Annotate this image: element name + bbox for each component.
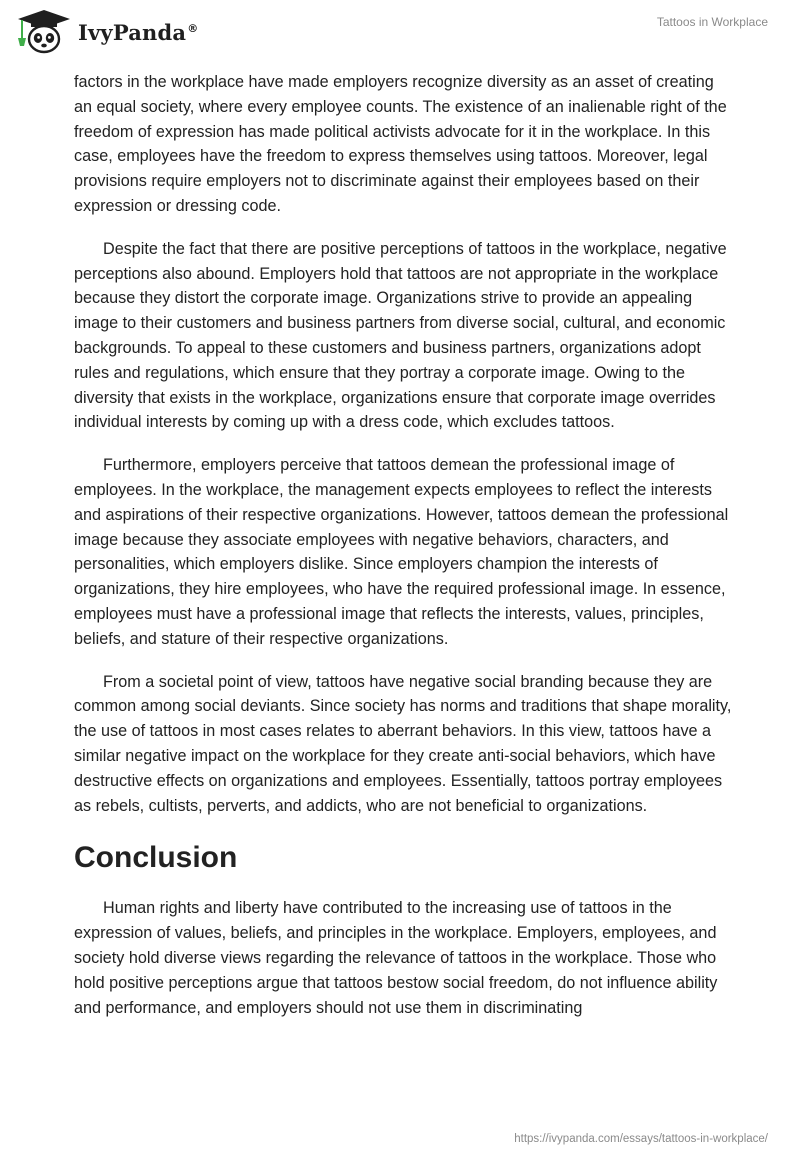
document-title: Tattoos in Workplace (656, 15, 768, 29)
panda-graduate-icon (14, 8, 74, 56)
paragraph: factors in the workplace have made employers recognize diversity as an asset of creating an equal society, where every employee counts. The existence of an inalienable right of the freedom of expression has made political activists advocate for it in the workplace. In this case, employees have the freedom to express themselves using tattoos. Moreover, legal provisions require employers not to discriminate against their employees based on their expression or dressing code. (74, 73, 727, 215)
source-url[interactable]: https://ivypanda.com/essays/tattoos-in-workplace/ (514, 1133, 768, 1145)
page-header (0, 0, 800, 60)
paragraph: Furthermore, employers perceive that tattoos demean the professional image of employees. In the workplace, the management expects employees to reflect the interests and aspirations of their respective organizations. However, tattoos demean the professional image because they associate employees with negative behaviors, characters, and personalities, which employers dislike. Since employers champion the interests of organizations, they hire employees, who have the required professional image. In essence, employees must have a professional image that reflects the interests, values, principles, beliefs, and stature of their respective organizations. (74, 456, 729, 648)
logo-wordmark: IvyPanda® (78, 19, 199, 45)
section-heading: Conclusion (74, 841, 238, 875)
ivypanda-logo[interactable] (14, 8, 198, 56)
paragraph: Human rights and liberty have contributed to the increasing use of tattoos in the expression of values, beliefs, and principles in the workplace. Employers, employees, and society hold diverse views regarding the relevance of tattoos in the workplace. Those who hold positive perceptions argue that tattoos bestow social freedom, do not influence ability and performance, and employers should not use them in discriminating (74, 899, 718, 1017)
paragraph: Despite the fact that there are positive perceptions of tattoos in the workplace, negative perceptions also abound. Employers hold that tattoos are not appropriate in the workplace because they distort the corporate image. Organizations strive to provide an appealing image to their customers and business partners from diverse social, cultural, and economic backgrounds. To appeal to these customers and business partners, organizations adopt rules and regulations, which ensure that they portray a corporate image. Owing to the diversity that exists in the workplace, organizations ensure that corporate image overrides individual interests by coming up with a dress code, which excludes tattoos. (74, 239, 727, 432)
essay-body (74, 70, 734, 1038)
paragraph: From a societal point of view, tattoos have negative social branding because they are common among social deviants. Since society has norms and traditions that shape morality, the use of tattoos in most cases relates to aberrant behaviors. In this view, tattoos have a similar negative impact on the workplace for they create anti-social behaviors, which have destructive effects on organizations and employees. Essentially, tattoos portray employees as rebels, cultists, perverts, and addicts, who are not beneficial to organizations. (74, 672, 732, 815)
